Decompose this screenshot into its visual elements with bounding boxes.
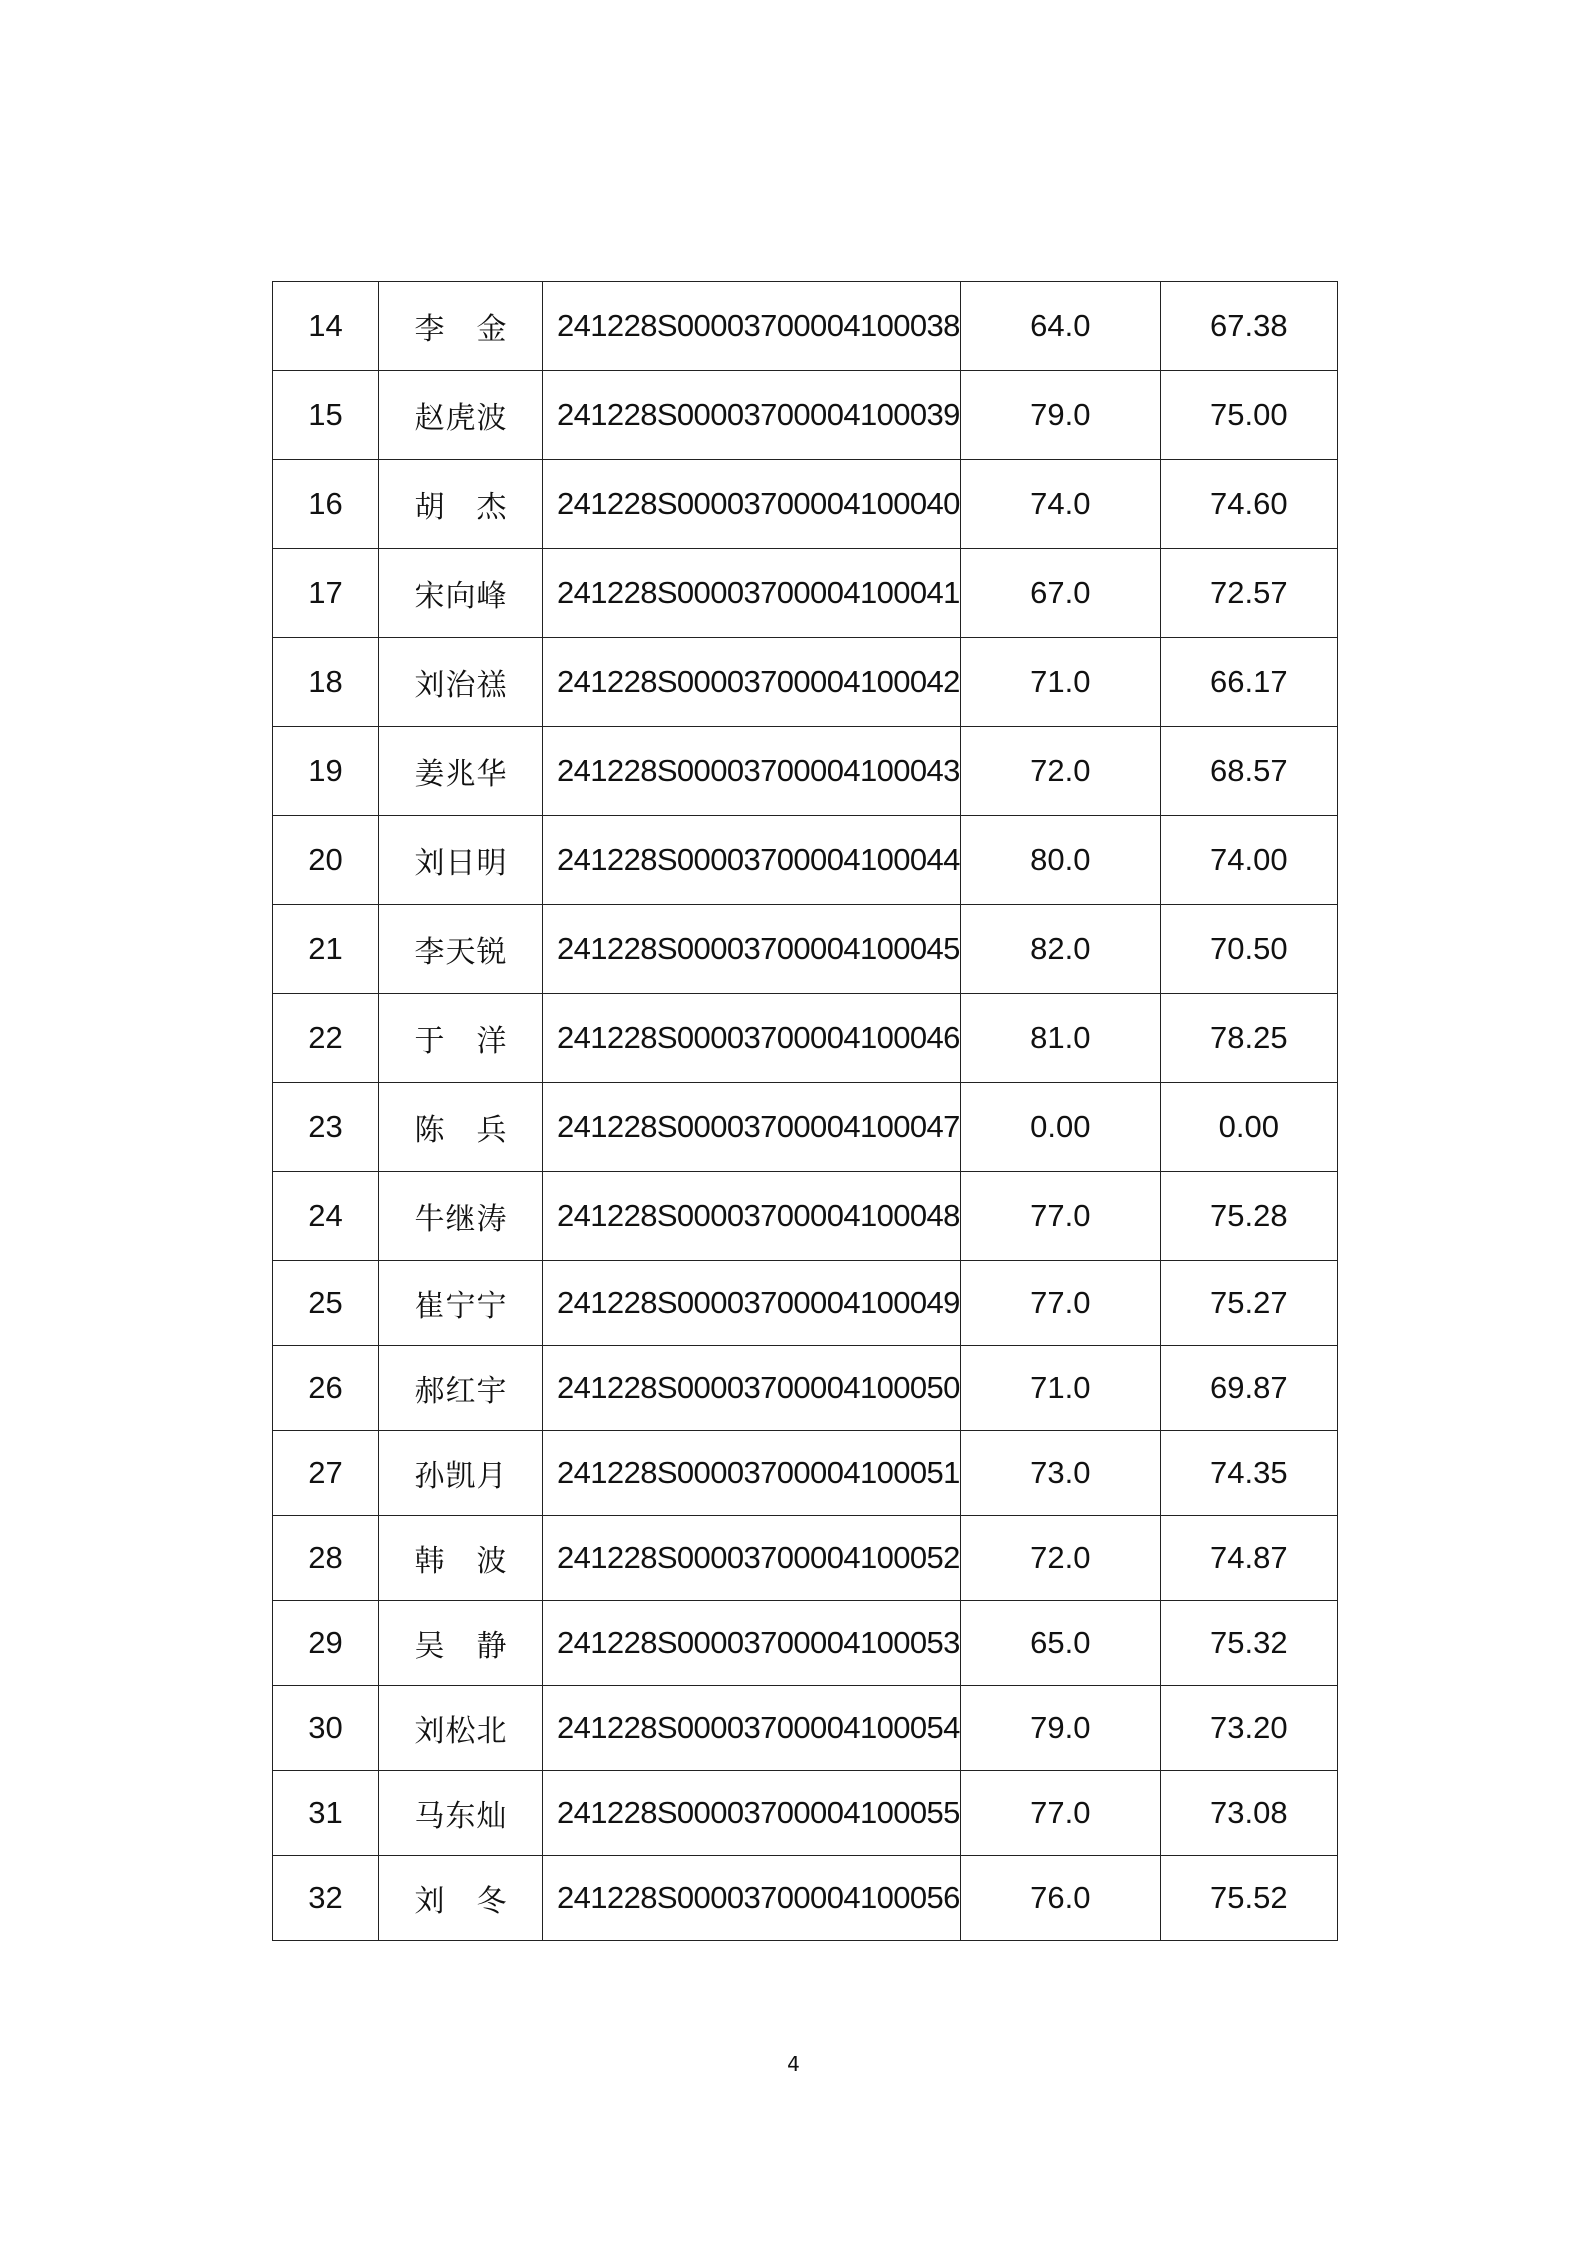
- score-1-cell: 64.0: [960, 282, 1160, 371]
- name-cell: [379, 1686, 543, 1771]
- row-number-cell: 27: [273, 1431, 379, 1516]
- score-1-cell: 77.0: [960, 1261, 1160, 1346]
- score-2-cell: 73.20: [1160, 1686, 1337, 1771]
- candidate-id-cell: 241228S00003700004100048: [543, 1172, 961, 1261]
- score-2-cell: 74.00: [1160, 816, 1337, 905]
- name-text: 韩波: [414, 1544, 507, 1579]
- score-2-cell: 67.38: [1160, 282, 1337, 371]
- name-cell: [379, 1601, 543, 1686]
- candidate-id-cell: 241228S00003700004100038: [543, 282, 961, 371]
- table-row: [273, 994, 1338, 1083]
- table-row: [273, 727, 1338, 816]
- row-number-cell: 30: [273, 1686, 379, 1771]
- row-number-cell: 32: [273, 1856, 379, 1941]
- row-number-cell: 14: [273, 282, 379, 371]
- table-row: [273, 638, 1338, 727]
- row-number-cell: 18: [273, 638, 379, 727]
- name-text: 刘松北: [414, 1714, 507, 1749]
- table-body: [273, 282, 1338, 1941]
- score-table: [272, 281, 1338, 1941]
- candidate-id-cell: 241228S00003700004100047: [543, 1083, 961, 1172]
- candidate-id-cell: 241228S00003700004100042: [543, 638, 961, 727]
- table-row: [273, 816, 1338, 905]
- row-number-cell: 29: [273, 1601, 379, 1686]
- score-1-cell: 71.0: [960, 638, 1160, 727]
- table-row: [273, 1083, 1338, 1172]
- name-cell: [379, 638, 543, 727]
- name-text: 姜兆华: [414, 757, 507, 792]
- candidate-id-cell: 241228S00003700004100055: [543, 1771, 961, 1856]
- table-row: [273, 282, 1338, 371]
- candidate-id-cell: 241228S00003700004100050: [543, 1346, 961, 1431]
- name-text: 于洋: [414, 1024, 507, 1059]
- score-1-cell: 79.0: [960, 371, 1160, 460]
- name-text: 李天锐: [414, 935, 507, 970]
- name-cell: [379, 1856, 543, 1941]
- name-text: 宋向峰: [414, 579, 507, 614]
- candidate-id-cell: 241228S00003700004100044: [543, 816, 961, 905]
- table-row: [273, 549, 1338, 638]
- table-row: [273, 1686, 1338, 1771]
- row-number-cell: 25: [273, 1261, 379, 1346]
- score-1-cell: 72.0: [960, 1516, 1160, 1601]
- row-number-cell: 20: [273, 816, 379, 905]
- score-1-cell: 74.0: [960, 460, 1160, 549]
- candidate-id-cell: 241228S00003700004100054: [543, 1686, 961, 1771]
- table-row: [273, 1172, 1338, 1261]
- page-number: 4: [787, 2052, 800, 2076]
- name-text: 牛继涛: [414, 1202, 507, 1237]
- score-1-cell: 76.0: [960, 1856, 1160, 1941]
- candidate-id-cell: 241228S00003700004100051: [543, 1431, 961, 1516]
- row-number-cell: 23: [273, 1083, 379, 1172]
- table-row: [273, 1601, 1338, 1686]
- table-row: [273, 1431, 1338, 1516]
- name-cell: [379, 1172, 543, 1261]
- name-cell: [379, 727, 543, 816]
- table-row: [273, 1346, 1338, 1431]
- score-2-cell: 75.00: [1160, 371, 1337, 460]
- score-2-cell: 74.87: [1160, 1516, 1337, 1601]
- score-1-cell: 77.0: [960, 1172, 1160, 1261]
- table-row: [273, 905, 1338, 994]
- name-cell: [379, 282, 543, 371]
- score-1-cell: 77.0: [960, 1771, 1160, 1856]
- score-1-cell: 82.0: [960, 905, 1160, 994]
- score-2-cell: 72.57: [1160, 549, 1337, 638]
- row-number-cell: 21: [273, 905, 379, 994]
- name-text: 胡杰: [414, 490, 507, 525]
- row-number-cell: 16: [273, 460, 379, 549]
- score-1-cell: 81.0: [960, 994, 1160, 1083]
- name-text: 郝红宇: [414, 1374, 507, 1409]
- name-text: 马东灿: [414, 1799, 507, 1834]
- score-1-cell: 0.00: [960, 1083, 1160, 1172]
- candidate-id-cell: 241228S00003700004100039: [543, 371, 961, 460]
- candidate-id-cell: 241228S00003700004100045: [543, 905, 961, 994]
- candidate-id-cell: 241228S00003700004100056: [543, 1856, 961, 1941]
- table-row: [273, 1261, 1338, 1346]
- name-text: 刘冬: [414, 1884, 507, 1919]
- score-1-cell: 73.0: [960, 1431, 1160, 1516]
- candidate-id-cell: 241228S00003700004100040: [543, 460, 961, 549]
- name-cell: [379, 1083, 543, 1172]
- name-text: 刘日明: [414, 846, 507, 881]
- row-number-cell: 15: [273, 371, 379, 460]
- score-2-cell: 75.52: [1160, 1856, 1337, 1941]
- name-cell: [379, 994, 543, 1083]
- score-1-cell: 80.0: [960, 816, 1160, 905]
- score-1-cell: 67.0: [960, 549, 1160, 638]
- row-number-cell: 17: [273, 549, 379, 638]
- score-1-cell: 65.0: [960, 1601, 1160, 1686]
- score-2-cell: 74.35: [1160, 1431, 1337, 1516]
- name-cell: [379, 816, 543, 905]
- name-text: 李金: [414, 312, 507, 347]
- candidate-id-cell: 241228S00003700004100052: [543, 1516, 961, 1601]
- score-2-cell: 68.57: [1160, 727, 1337, 816]
- score-2-cell: 75.32: [1160, 1601, 1337, 1686]
- score-1-cell: 71.0: [960, 1346, 1160, 1431]
- name-text: 崔宁宁: [414, 1289, 507, 1324]
- name-text: 陈兵: [414, 1113, 507, 1148]
- name-cell: [379, 1516, 543, 1601]
- name-cell: [379, 371, 543, 460]
- row-number-cell: 31: [273, 1771, 379, 1856]
- name-cell: [379, 1771, 543, 1856]
- score-2-cell: 75.27: [1160, 1261, 1337, 1346]
- score-2-cell: 0.00: [1160, 1083, 1337, 1172]
- score-2-cell: 69.87: [1160, 1346, 1337, 1431]
- table-row: [273, 1516, 1338, 1601]
- name-cell: [379, 460, 543, 549]
- name-cell: [379, 1346, 543, 1431]
- row-number-cell: 19: [273, 727, 379, 816]
- name-text: 孙凯月: [414, 1459, 507, 1494]
- score-1-cell: 79.0: [960, 1686, 1160, 1771]
- row-number-cell: 28: [273, 1516, 379, 1601]
- candidate-id-cell: 241228S00003700004100053: [543, 1601, 961, 1686]
- name-text: 赵虎波: [414, 401, 507, 436]
- table-row: [273, 371, 1338, 460]
- candidate-id-cell: 241228S00003700004100043: [543, 727, 961, 816]
- score-2-cell: 74.60: [1160, 460, 1337, 549]
- score-2-cell: 73.08: [1160, 1771, 1337, 1856]
- row-number-cell: 26: [273, 1346, 379, 1431]
- score-2-cell: 70.50: [1160, 905, 1337, 994]
- table-row: [273, 460, 1338, 549]
- row-number-cell: 24: [273, 1172, 379, 1261]
- name-cell: [379, 1431, 543, 1516]
- score-2-cell: 78.25: [1160, 994, 1337, 1083]
- name-cell: [379, 905, 543, 994]
- score-1-cell: 72.0: [960, 727, 1160, 816]
- score-2-cell: 66.17: [1160, 638, 1337, 727]
- name-cell: [379, 549, 543, 638]
- table-row: [273, 1856, 1338, 1941]
- score-2-cell: 75.28: [1160, 1172, 1337, 1261]
- table-row: [273, 1771, 1338, 1856]
- candidate-id-cell: 241228S00003700004100049: [543, 1261, 961, 1346]
- row-number-cell: 22: [273, 994, 379, 1083]
- candidate-id-cell: 241228S00003700004100046: [543, 994, 961, 1083]
- name-text: 刘治禚: [414, 668, 507, 703]
- name-cell: [379, 1261, 543, 1346]
- name-text: 吴静: [414, 1629, 507, 1664]
- candidate-id-cell: 241228S00003700004100041: [543, 549, 961, 638]
